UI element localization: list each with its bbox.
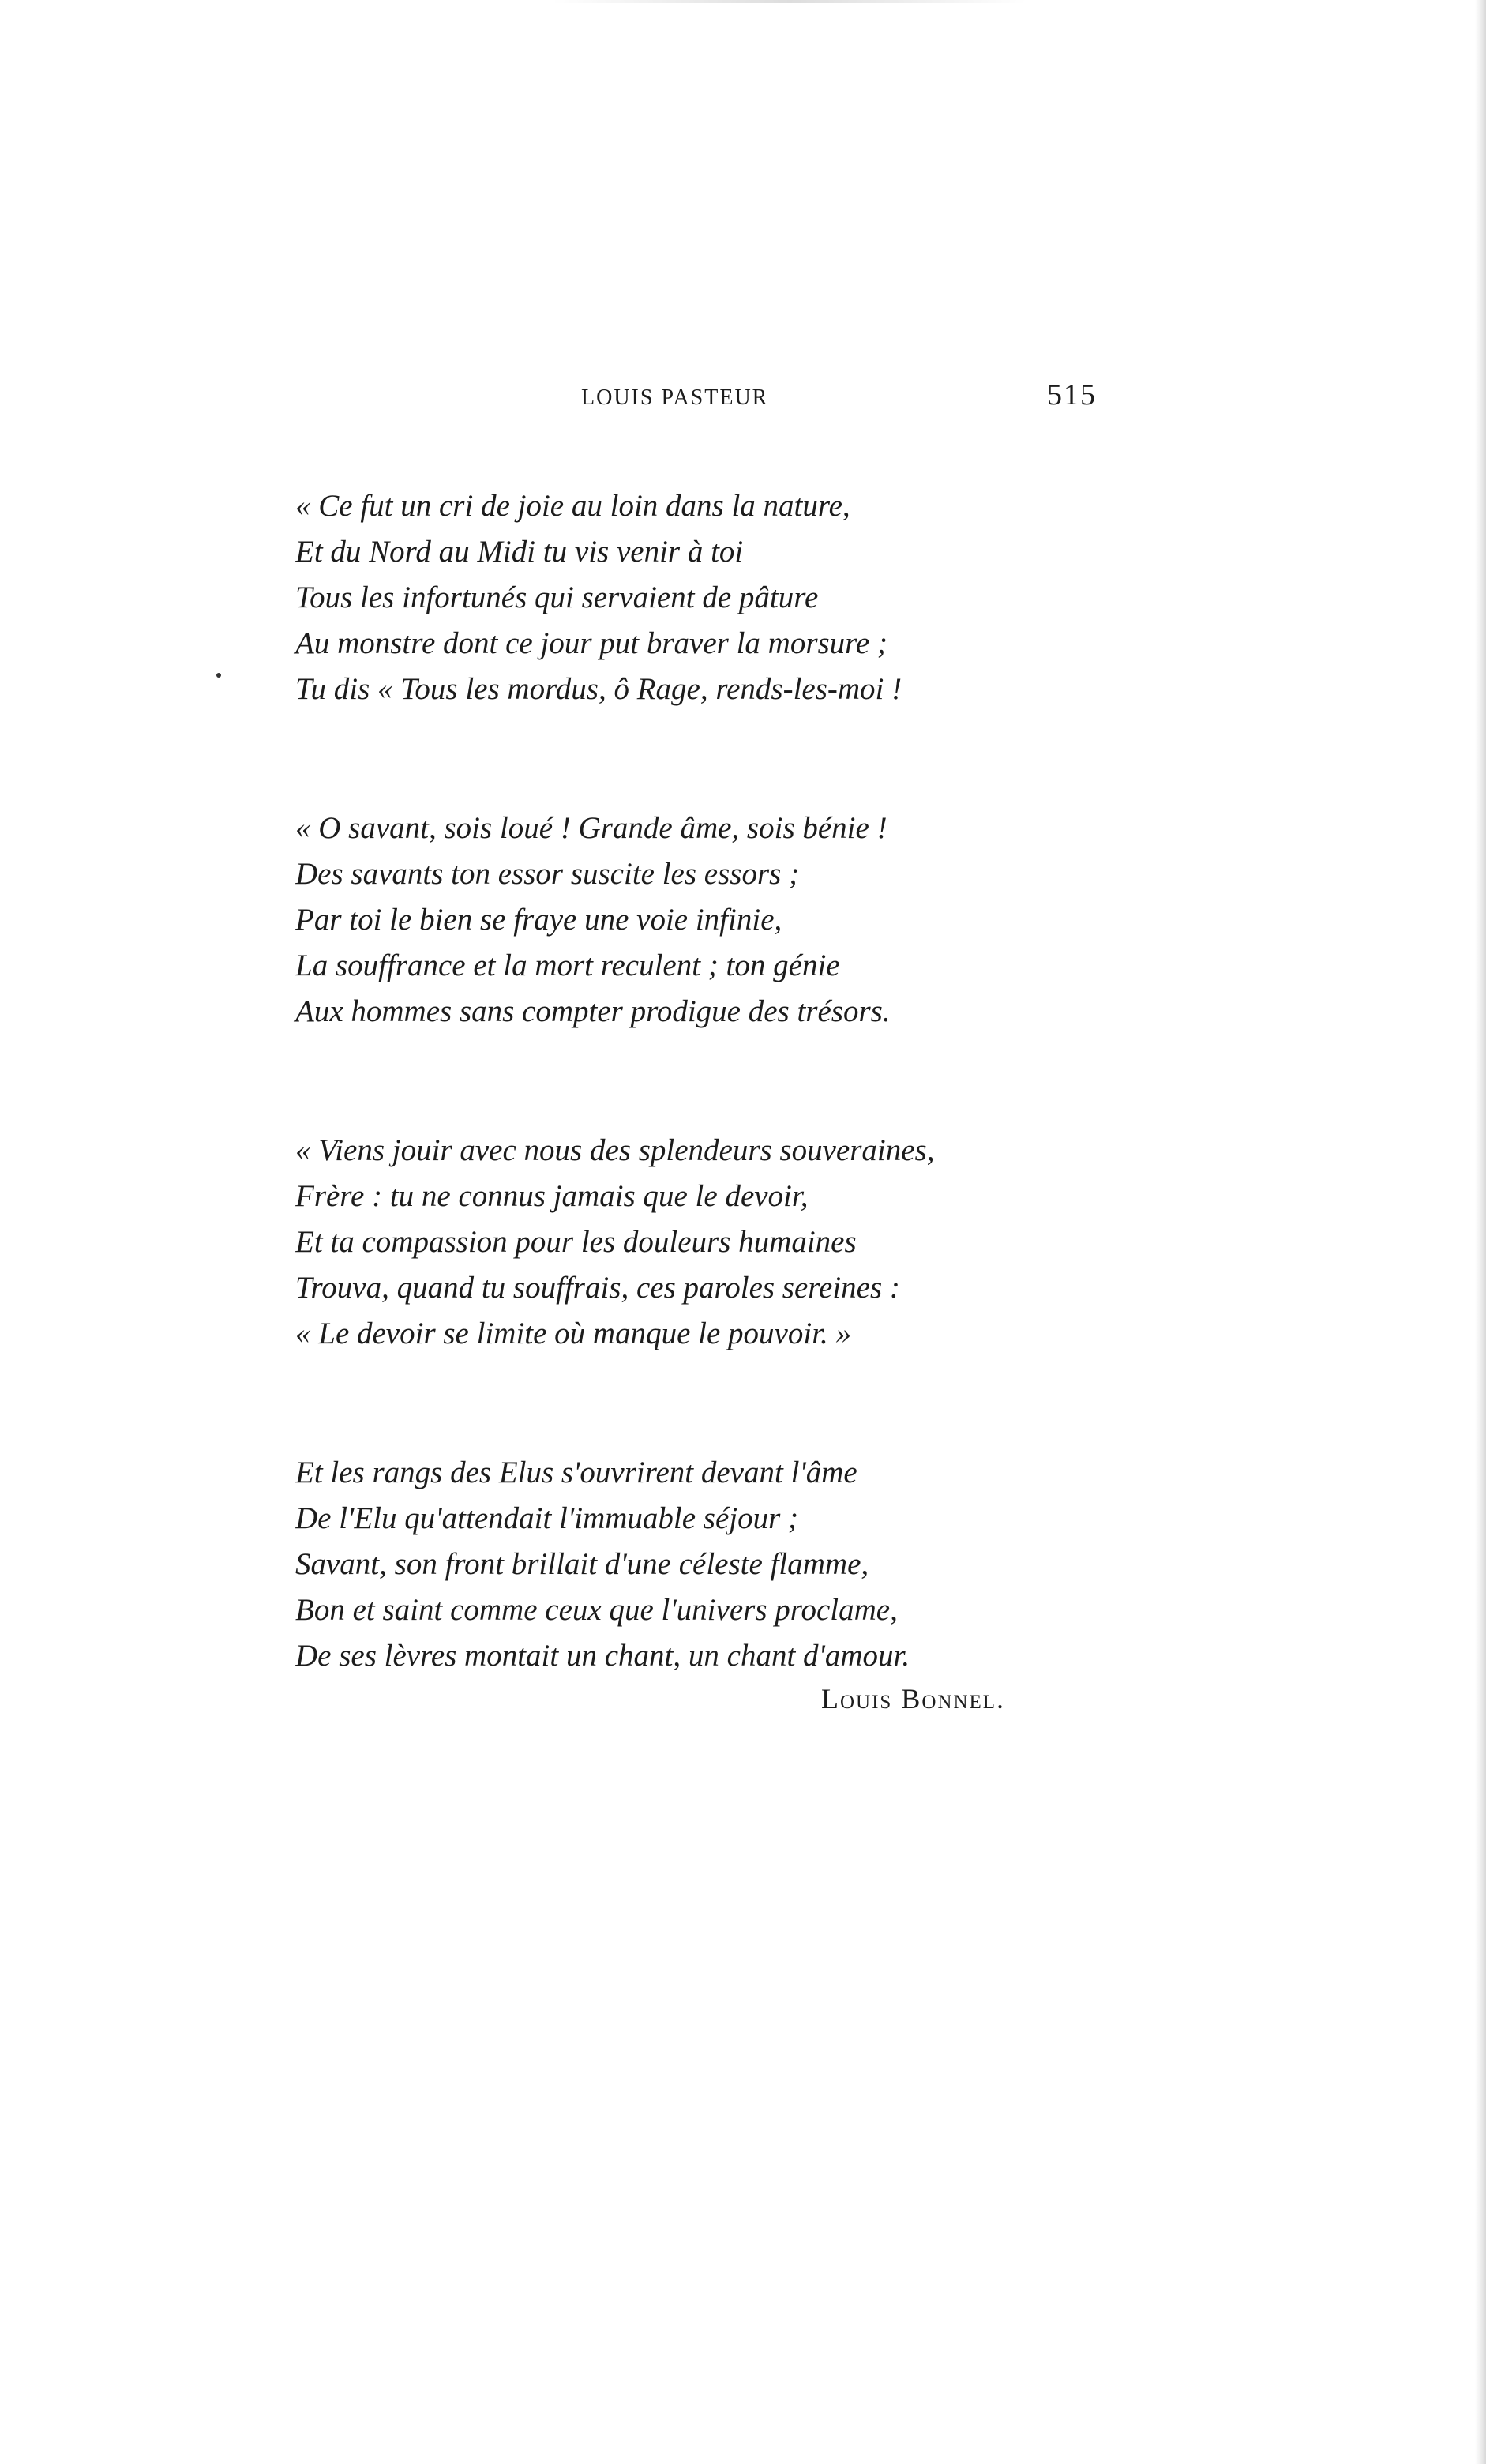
stanza-4 bbox=[295, 1450, 1085, 1679]
poem-line: Et ta compassion pour les douleurs humaines bbox=[295, 1225, 857, 1259]
poem-line: La souffrance et la mort reculent ; ton génie bbox=[295, 948, 840, 982]
poem-line: Savant, son front brillait d'une céleste flamme, bbox=[295, 1547, 869, 1581]
running-title: LOUIS PASTEUR bbox=[581, 385, 769, 410]
stanza-1 bbox=[295, 483, 1085, 712]
poem-line: Et du Nord au Midi tu vis venir à toi bbox=[295, 535, 744, 569]
ink-speck bbox=[216, 673, 221, 678]
poem-line: Aux hommes sans compter prodigue des trésors. bbox=[295, 994, 891, 1028]
stanza-2 bbox=[295, 806, 1085, 1035]
poem-line: « Le devoir se limite où manque le pouvoir. » bbox=[295, 1317, 852, 1350]
poem-line: De ses lèvres montait un chant, un chant d'amour. bbox=[295, 1639, 910, 1673]
poem-line: « O savant, sois loué ! Grande âme, sois bénie ! bbox=[295, 811, 887, 845]
poem-line: Tu dis « Tous les mordus, ô Rage, rends-les-moi ! bbox=[295, 672, 902, 706]
poem-line: « Viens jouir avec nous des splendeurs souveraines, bbox=[295, 1133, 935, 1167]
stanza-3 bbox=[295, 1128, 1085, 1357]
page-number: 515 bbox=[1047, 378, 1097, 411]
author-signature: Louis Bonnel. bbox=[821, 1683, 1006, 1715]
poem-line: Par toi le bien se fraye une voie infinie, bbox=[295, 903, 782, 937]
poem-line: Des savants ton essor suscite les essors ; bbox=[295, 857, 800, 891]
poem-line: Trouva, quand tu souffrais, ces paroles sereines : bbox=[295, 1271, 900, 1305]
poem-line: Au monstre dont ce jour put braver la morsure ; bbox=[295, 626, 887, 660]
poem bbox=[295, 483, 1085, 1679]
poem-line: Et les rangs des Elus s'ouvrirent devant l'âme bbox=[295, 1455, 857, 1489]
poem-line: « Ce fut un cri de joie au loin dans la nature, bbox=[295, 489, 850, 523]
poem-line: Tous les infortunés qui servaient de pâture bbox=[295, 580, 819, 614]
poem-line: Bon et saint comme ceux que l'univers proclame, bbox=[295, 1593, 898, 1627]
page-top-edge bbox=[553, 0, 1026, 3]
poem-line: Frère : tu ne connus jamais que le devoir, bbox=[295, 1179, 809, 1213]
poem-line: De l'Elu qu'attendait l'immuable séjour ; bbox=[295, 1501, 799, 1535]
page-right-edge bbox=[1475, 0, 1486, 2464]
